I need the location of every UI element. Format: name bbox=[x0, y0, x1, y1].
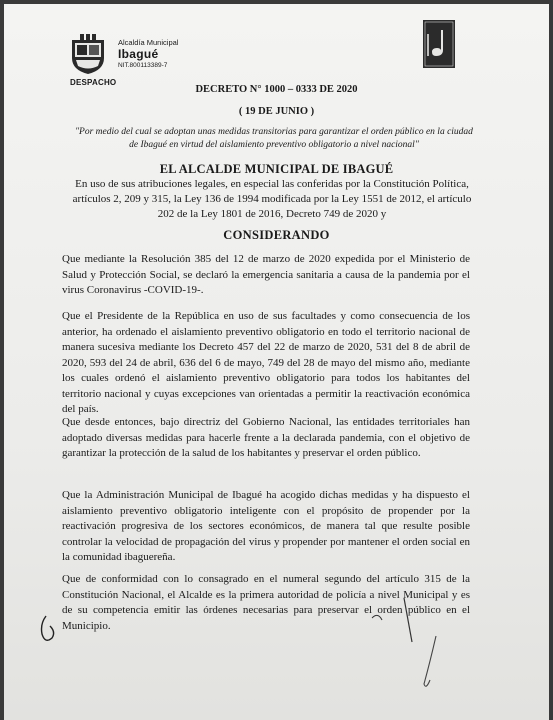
considering-paragraph: Que desde entonces, bajo directriz del Gobierno Nacional, las entidades territoriales han adoptado diversas medidas para hacerle frente a la declarada pandemia, con el objetivo de garantizar la protección de la salud de los habitantes y preservar el orden público. bbox=[62, 416, 470, 459]
side-logo-icon bbox=[423, 20, 455, 68]
considering-heading: CONSIDERANDO bbox=[223, 228, 330, 242]
decree-number: DECRETO N° 1000 – 0333 DE 2020 bbox=[195, 84, 358, 95]
considering-paragraph: Que mediante la Resolución 385 del 12 de marzo de 2020 expedida por el Ministerio de Salud y Protección Social, se declaró la emergencia sanitaria a causa de la pandemia por el virus Coronavirus -COVID-19-. bbox=[62, 253, 470, 296]
document-page bbox=[4, 4, 549, 720]
municipal-crest-icon bbox=[66, 34, 110, 76]
office-label: DESPACHO bbox=[70, 78, 117, 87]
org-city: Ibagué bbox=[118, 47, 159, 61]
authority-powers: En uso de sus atribuciones legales, en especial las conferidas por la Constitución Política, artículos 2, 209 y 315, la Ley 136 de 1994 modificada por la Ley 1551 de 2012, el artículo 202 de la Ley 1801 de 2016, Decreto 749 de 2020 y bbox=[72, 178, 472, 220]
decree-subject: "Por medio del cual se adoptan unas medidas transitorias para garantizar el orden público en la ciudad de Ibagué en virtud del aislamiento preventivo obligatorio a nivel nacional" bbox=[75, 127, 473, 150]
considering-paragraph: Que de conformidad con lo consagrado en el numeral segundo del artículo 315 de la Constitución Nacional, el Alcalde es la primera autoridad de policía a nivel Municipal y es de su competencia emitir las órdenes necesarias para preservar el orden público en el Municipio. bbox=[62, 573, 470, 632]
considering-paragraph: Que la Administración Municipal de Ibagué ha acogido dichas medidas y ha dispuesto el aislamiento preventivo obligatorio inteligente con el propósito de propender por la reactivación progresiva de los sectores económicos, de manera tal que resulte posible controlar la velocidad de propagación del virus y propender por mantener el orden social en la comunidad ibaguereña. bbox=[62, 489, 470, 563]
considering-paragraph: Que el Presidente de la República en uso de sus facultades y como consecuencia de los anterior, ha ordenado el aislamiento preventivo obligatorio en todo el territorio nacional de manera sucesiva mediante los Decreto 457 del 22 de marzo de 2020, 531 del 8 de abril de 2020, 593 del 24 de abril, 636 del 6 de mayo, 749 del 28 de mayo del mismo año, mediante los cuales ordenó el aislamiento preventivo obligatorio para todos los habitantes del territorio nacional y cuyas excepciones van orientadas a permitir la reactivación económica del país. bbox=[62, 310, 470, 415]
authority-title: EL ALCALDE MUNICIPAL DE IBAGUÉ bbox=[159, 162, 394, 176]
org-nit: NIT.800113389-7 bbox=[118, 62, 168, 69]
decree-date: ( 19 DE JUNIO ) bbox=[238, 106, 315, 117]
org-name: Alcaldía Municipal bbox=[118, 38, 179, 47]
